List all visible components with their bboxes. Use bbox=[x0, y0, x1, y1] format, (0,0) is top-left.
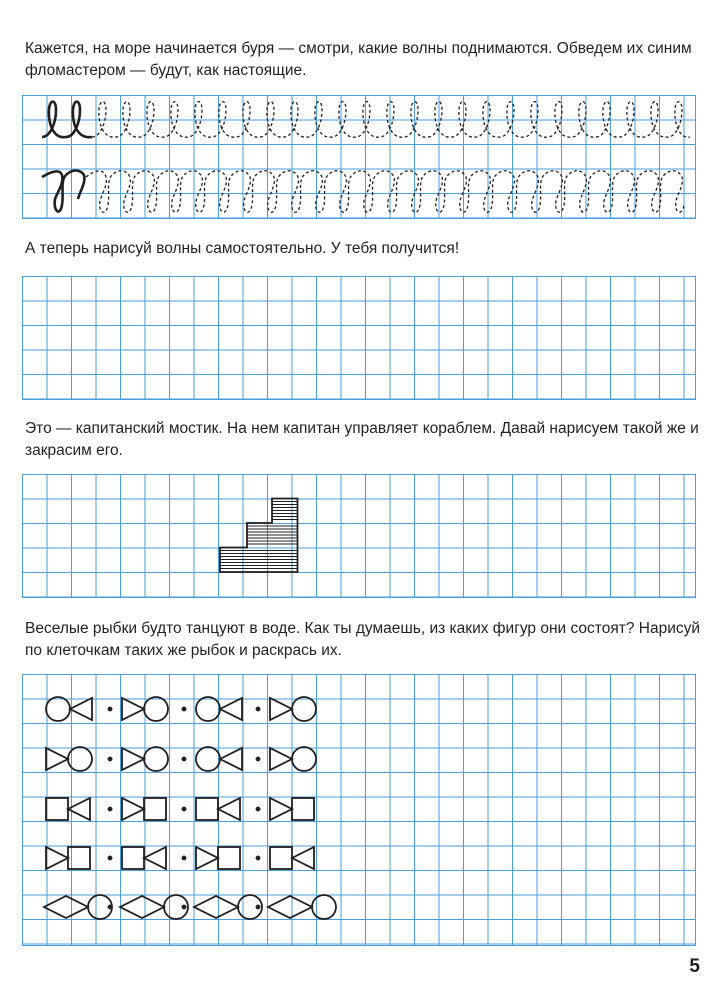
fish-triangle bbox=[122, 798, 144, 820]
fish-diamond bbox=[268, 896, 312, 918]
fish-separator-dot bbox=[108, 807, 112, 811]
fish-separator-dot bbox=[182, 905, 186, 909]
waves-drawing-grid[interactable] bbox=[22, 276, 696, 400]
fish-separator-dot bbox=[108, 905, 112, 909]
fish-separator-dot bbox=[256, 757, 260, 761]
waves-pattern bbox=[22, 95, 696, 219]
fish-separator-dot bbox=[256, 856, 260, 860]
fish-triangle bbox=[144, 847, 166, 869]
captain-bridge-figure bbox=[22, 474, 696, 598]
fish-triangle bbox=[218, 798, 240, 820]
solid-wave-loops-bottom bbox=[42, 171, 84, 212]
fish-circle bbox=[292, 697, 316, 721]
fish-separator-dot bbox=[108, 856, 112, 860]
fish-circle bbox=[196, 747, 220, 771]
fish-separator-dot bbox=[182, 757, 186, 761]
fish-triangle bbox=[220, 698, 242, 720]
fish-circle bbox=[68, 747, 92, 771]
fish-triangle bbox=[292, 847, 314, 869]
bridge-instruction: Это — капитанский мостик. На нем капитан управляет кораблем. Давай нарисуем такой же и закрасим его. bbox=[25, 420, 699, 459]
fish-triangle bbox=[122, 748, 144, 770]
waves-free-instruction: А теперь нарисуй волны самостоятельно. У тебя получится! bbox=[25, 240, 460, 257]
fish-drawing-grid[interactable] bbox=[22, 674, 696, 946]
fish-square bbox=[68, 847, 90, 869]
fish-square bbox=[218, 847, 240, 869]
fish-diamond bbox=[194, 896, 238, 918]
dashed-wave-loops-bottom bbox=[86, 171, 684, 213]
fish-circle bbox=[312, 895, 336, 919]
waves-tracing-grid[interactable] bbox=[22, 95, 696, 219]
solid-wave-loops-top bbox=[42, 102, 92, 138]
fish-triangle bbox=[196, 847, 218, 869]
fish-separator-dot bbox=[256, 905, 260, 909]
dashed-wave-loops-top bbox=[92, 102, 690, 138]
fish-triangle bbox=[270, 698, 292, 720]
fish-triangle bbox=[270, 748, 292, 770]
fish-triangle bbox=[70, 698, 92, 720]
fish-circle bbox=[292, 747, 316, 771]
fish-separator-dot bbox=[256, 807, 260, 811]
fish-triangle bbox=[270, 798, 292, 820]
fish-diamond bbox=[44, 896, 88, 918]
fish-separator-dot bbox=[182, 807, 186, 811]
waves-trace-instruction: Кажется, на море начинается буря — смотри, какие волны поднимаются. Обведем их синим фломастером — будут, как настоящие. bbox=[25, 40, 692, 79]
fish-separator-dot bbox=[182, 707, 186, 711]
fish-separator-dot bbox=[108, 757, 112, 761]
fish-square bbox=[292, 798, 314, 820]
fish-circle bbox=[196, 697, 220, 721]
fish-separator-dot bbox=[182, 856, 186, 860]
fish-separator-dot bbox=[108, 707, 112, 711]
fish-diamond bbox=[120, 896, 164, 918]
fish-triangle bbox=[122, 698, 144, 720]
fish-triangle bbox=[220, 748, 242, 770]
fish-circle bbox=[144, 747, 168, 771]
fish-circle bbox=[144, 697, 168, 721]
fish-figures bbox=[22, 674, 696, 946]
fish-circle bbox=[46, 697, 70, 721]
fish-triangle bbox=[68, 798, 90, 820]
fish-square bbox=[270, 847, 292, 869]
fish-triangle bbox=[46, 847, 68, 869]
fish-square bbox=[46, 798, 68, 820]
fish-separator-dot bbox=[256, 707, 260, 711]
fish-square bbox=[144, 798, 166, 820]
page-number: 5 bbox=[689, 956, 700, 977]
fish-square bbox=[122, 847, 144, 869]
bridge-drawing-grid[interactable] bbox=[22, 474, 696, 598]
fish-square bbox=[196, 798, 218, 820]
bridge-hatching bbox=[220, 502, 298, 569]
fish-instruction: Веселые рыбки будто танцуют в воде. Как ты думаешь, из каких фигур они состоят? Нарисуй по клеточкам таких же рыбок и раскрась их. bbox=[25, 620, 701, 659]
fish-triangle bbox=[46, 748, 68, 770]
